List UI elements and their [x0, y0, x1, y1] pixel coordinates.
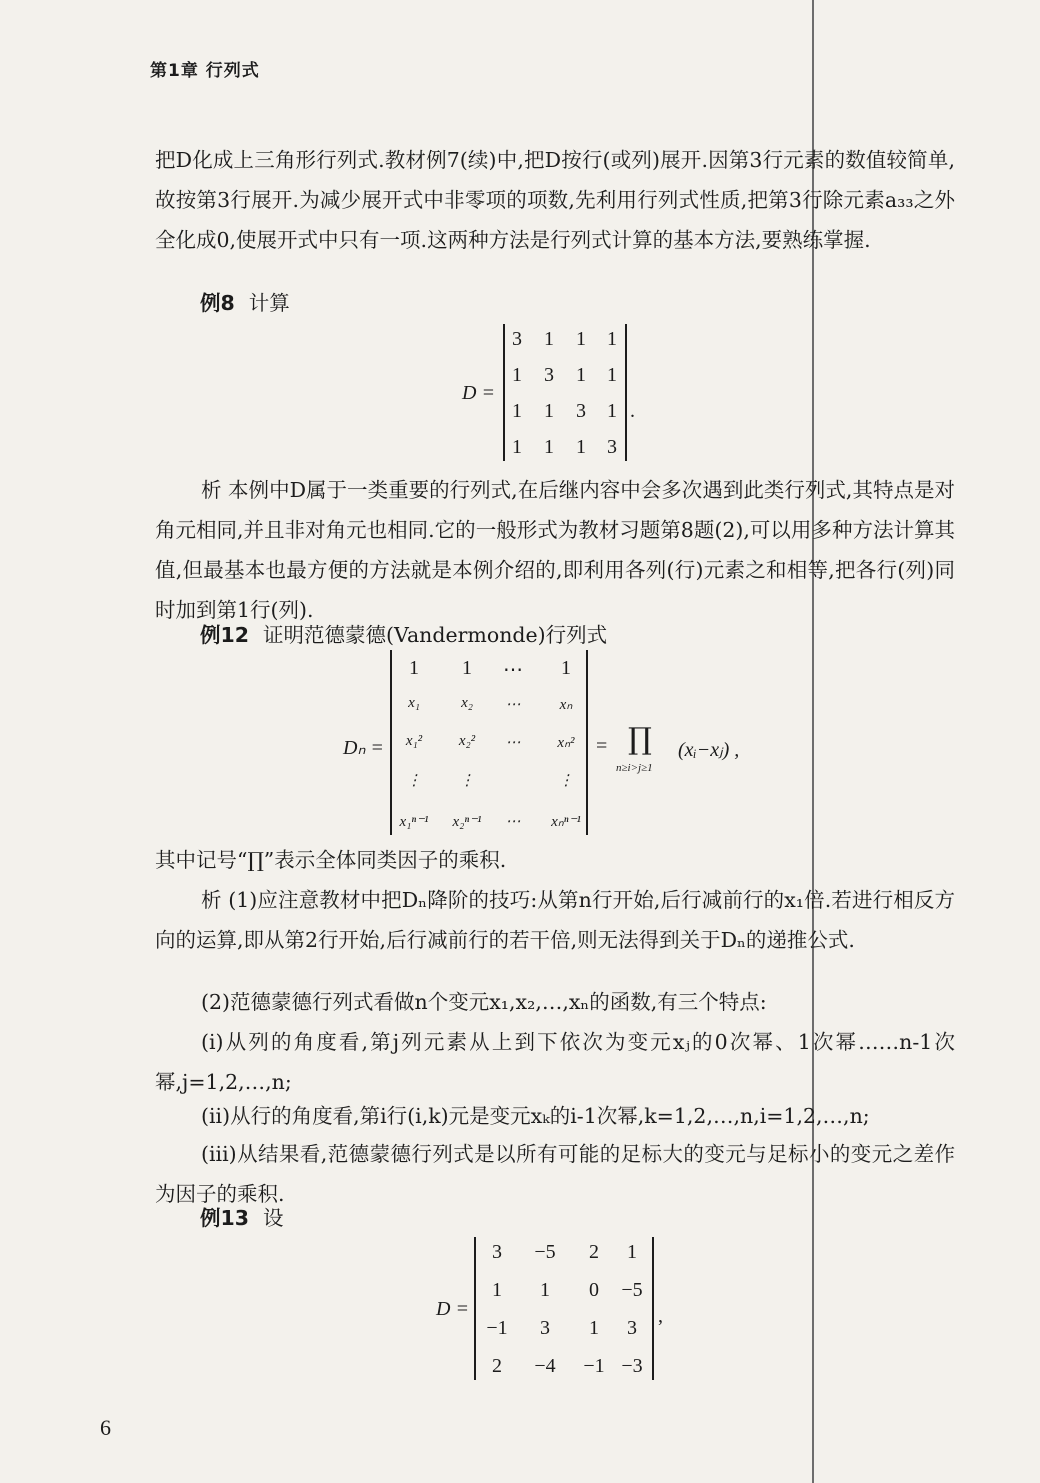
matrix-cell-r1-c4: 1 — [561, 657, 571, 679]
matrix-cell-r3-c2: x₂² — [458, 733, 476, 749]
determinant-lhs: D = — [462, 382, 495, 404]
matrix-cell-r5-c3: ⋯ — [505, 814, 521, 830]
example-text: 计算 — [248, 291, 290, 315]
matrix-cell-r2-c1: x₁ — [408, 695, 420, 711]
matrix-cell-r3-c3: 1 — [589, 1317, 599, 1339]
matrix-cell-r3-c4: 1 — [607, 400, 617, 422]
matrix-cell-r1-c2: 1 — [462, 657, 472, 679]
right-bar — [652, 1237, 654, 1380]
matrix-cell-r4-c4: ⋮ — [558, 773, 574, 789]
matrix-cell-r4-c2: −4 — [534, 1355, 556, 1377]
right-bar — [586, 650, 588, 835]
paragraph-feature-ii: (ii)从行的角度看,第i行(i,k)元是变元xₖ的i-1次幂,k=1,2,…,n,i=1,2,…,n; — [201, 1104, 870, 1128]
left-bar — [390, 650, 392, 835]
matrix-cell-r4-c4: −3 — [621, 1355, 643, 1377]
matrix-cell-r1-c4: 1 — [607, 328, 617, 350]
product-term: (xᵢ−xⱼ) , — [678, 739, 740, 761]
matrix-cell-r4-c2: ⋮ — [459, 773, 475, 789]
equals-sign: = — [596, 735, 608, 757]
determinant-lhs: Dₙ = — [343, 737, 384, 759]
paragraph-feature-i: (i)从列的角度看,第j列元素从上到下依次为变元xⱼ的0次幂、1次幂……n-1次幂,j=1,2,…,n; — [155, 1030, 955, 1094]
example-text: 证明范德蒙德(Vandermonde)行列式 — [263, 623, 608, 647]
matrix-cell-r2-c3: 1 — [576, 364, 586, 386]
matrix-cell-r3-c4: xₙ² — [557, 735, 575, 751]
matrix-cell-r2-c4: xₙ — [559, 697, 573, 713]
matrix-cell-r5-c1: x₁ⁿ⁻¹ — [399, 814, 429, 830]
matrix-cell-r1-c4: 1 — [627, 1241, 637, 1263]
product-subscript: n≥i>j≥1 — [616, 762, 653, 774]
matrix-cell-r4-c1: 1 — [512, 436, 522, 458]
matrix-cell-r2-c3: 0 — [589, 1279, 599, 1301]
matrix-cell-r4-c1: 2 — [492, 1355, 502, 1377]
example-text: 设 — [263, 1206, 284, 1230]
matrix-cell-r2-c2: 3 — [544, 364, 554, 386]
matrix-cell-r1-c3: ⋯ — [503, 659, 523, 681]
matrix-cell-r4-c1: ⋮ — [406, 773, 422, 789]
matrix-cell-r2-c2: x₂ — [461, 695, 473, 711]
left-bar — [474, 1237, 476, 1380]
matrix-cell-r3-c3: ⋯ — [505, 735, 521, 751]
matrix-cell-r3-c1: 1 — [512, 400, 522, 422]
matrix-cell-r2-c4: −5 — [621, 1279, 643, 1301]
matrix-cell-r3-c4: 3 — [627, 1317, 637, 1339]
product-symbol: ∏ — [628, 722, 652, 757]
matrix-cell-r1-c1: 1 — [409, 657, 419, 679]
matrix-cell-r2-c1: 1 — [492, 1279, 502, 1301]
example-8-heading — [200, 283, 290, 323]
matrix-cell-r3-c1: x₁² — [405, 733, 423, 749]
example-13-heading — [200, 1198, 284, 1238]
matrix-cell-r3-c2: 1 — [544, 400, 554, 422]
matrix-cell-r4-c4: 3 — [607, 436, 617, 458]
matrix-cell-r1-c1: 3 — [492, 1241, 502, 1263]
example-12-heading — [200, 615, 607, 655]
paragraph-product-note: 其中记号“∏”表示全体同类因子的乘积. — [155, 848, 507, 872]
matrix-cell-r2-c2: 1 — [540, 1279, 550, 1301]
paragraph-analysis-12b: (2)范德蒙德行列式看做n个变元x₁,x₂,…,xₙ的函数,有三个特点: — [201, 990, 767, 1014]
page-number: 6 — [100, 1415, 111, 1440]
matrix-cell-r4-c2: 1 — [544, 436, 554, 458]
example-label: 例8 — [200, 291, 235, 315]
matrix-cell-r5-c2: x₂ⁿ⁻¹ — [452, 814, 482, 830]
matrix-cell-r4-c3: −1 — [583, 1355, 605, 1377]
paragraph-analysis-8: 析 本例中D属于一类重要的行列式,在后继内容中会多次遇到此类行列式,其特点是对角元相同,并且非对角元也相同.它的一般形式为教材习题第8题(2),可以用多种方法计算其值,但最基本也最方便的方法就是本例介绍的,即利用各列(行)元素之和相等,把各行(列)同时加到第1行(列). — [155, 478, 955, 622]
determinant-trail: . — [630, 400, 635, 422]
matrix-cell-r2-c4: 1 — [607, 364, 617, 386]
matrix-cell-r1-c2: 1 — [544, 328, 554, 350]
matrix-cell-r5-c4: xₙⁿ⁻¹ — [551, 814, 581, 830]
matrix-cell-r4-c3: 1 — [576, 436, 586, 458]
running-head: 第1章 行列式 — [150, 61, 260, 81]
example-label: 例13 — [200, 1206, 250, 1230]
matrix-cell-r1-c3: 1 — [576, 328, 586, 350]
paragraph-analysis-12a: 析 (1)应注意教材中把Dₙ降阶的技巧:从第n行开始,后行减前行的x₁倍.若进行相反方向的运算,即从第2行开始,后行减前行的若干倍,则无法得到关于Dₙ的递推公式. — [155, 888, 955, 952]
matrix-cell-r3-c1: −1 — [486, 1317, 508, 1339]
matrix-cell-r3-c2: 3 — [540, 1317, 550, 1339]
example-label: 例12 — [200, 623, 250, 647]
matrix-cell-r2-c3: ⋯ — [505, 697, 521, 713]
matrix-cell-r1-c2: −5 — [534, 1241, 556, 1263]
matrix-cell-r3-c3: 3 — [576, 400, 586, 422]
matrix-cell-r2-c1: 1 — [512, 364, 522, 386]
determinant-lhs: D = — [436, 1298, 469, 1320]
matrix-cell-r1-c3: 2 — [589, 1241, 599, 1263]
paragraph-feature-iii: (iii)从结果看,范德蒙德行列式是以所有可能的足标大的变元与足标小的变元之差作为因子的乘积. — [155, 1142, 955, 1206]
determinant-trail: , — [658, 1305, 663, 1327]
matrix-cell-r1-c1: 3 — [512, 328, 522, 350]
paragraph-method-summary: 把D化成上三角形行列式.教材例7(续)中,把D按行(或列)展开.因第3行元素的数值较简单,故按第3行展开.为减少展开式中非零项的项数,先利用行列式性质,把第3行除元素a₃₃之外全化成0,使展开式中只有一项.这两种方法是行列式计算的基本方法,要熟练掌握. — [155, 148, 955, 252]
